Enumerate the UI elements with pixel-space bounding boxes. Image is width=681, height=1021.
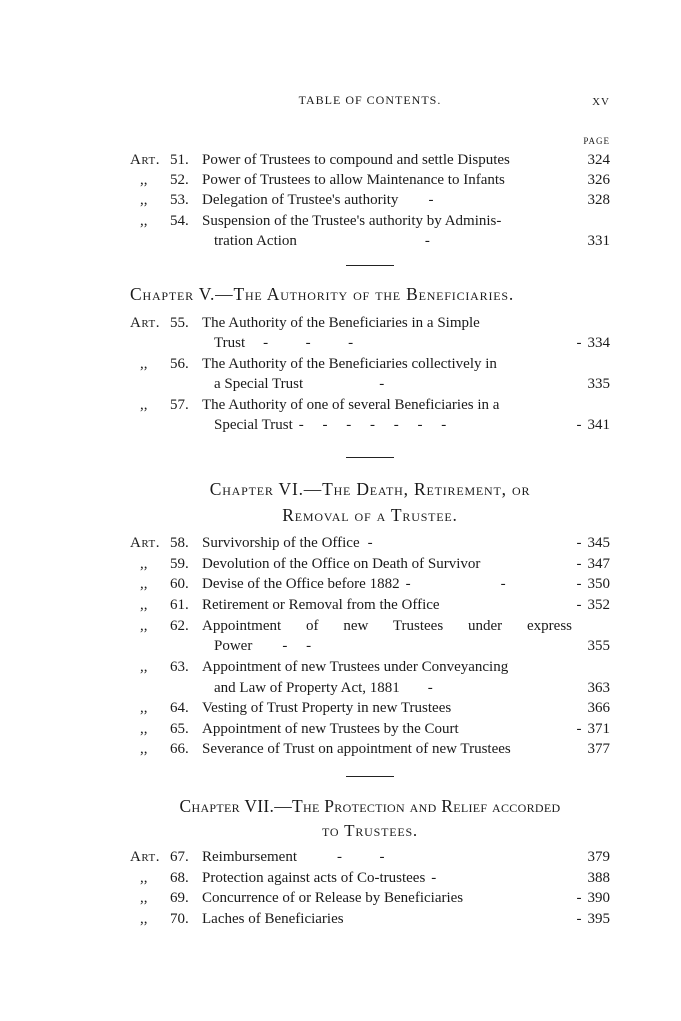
entry-page: 363 [587,680,610,696]
entry-title: Appointment of new Trustees by the Court [202,721,459,737]
article-number: 56. [170,356,189,372]
entry-title: Suspension of the Trustee's authority by Adminis- [202,213,502,229]
entry-title-continuation: Trust [214,335,246,351]
leader-dashes: - - [336,849,385,865]
article-number: 69. [170,890,189,906]
section-divider [346,776,394,777]
leader-dashes: - [424,233,430,249]
entry-title-continuation: Special Trust [214,417,293,433]
ditto-mark: ,, [140,597,148,613]
running-head [130,93,610,111]
ditto-mark: ,, [140,700,148,716]
leader-dashes: - [576,597,582,613]
entry-title: Vesting of Trust Property in new Trustees [202,700,452,716]
entry-page: 345 [587,535,610,551]
art-label: Art. [130,849,160,865]
entry-page: 350 [587,576,610,592]
leader-dashes: - [367,535,373,551]
leader-dashes: - [379,376,385,392]
article-number: 59. [170,556,189,572]
entry-page: 347 [587,556,610,572]
article-number: 61. [170,597,189,613]
chapter-heading-line2: to Trustees. [322,821,418,840]
ditto-mark: ,, [140,870,148,886]
entry-title: Survivorship of the Office [202,535,360,551]
leader-dashes: - [428,192,434,208]
leader-dashes: - [576,911,582,927]
section-divider [346,457,394,458]
entry-title: Protection against acts of Co-trustees [202,870,426,886]
entry-page: 390 [587,890,610,906]
ditto-mark: ,, [140,576,148,592]
chapter-heading: Chapter VI.—The Death, Retirement, or [209,479,531,499]
article-number: 62. [170,618,189,634]
article-number: 70. [170,911,189,927]
ditto-mark: ,, [140,213,148,229]
entry-title: Concurrence of or Release by Beneficiaries [202,890,464,906]
leader-dashes: - [500,576,506,592]
leader-dashes: - [576,721,582,737]
entry-page: 379 [587,849,610,865]
leader-dashes: - [576,556,582,572]
ditto-mark: ,, [140,397,148,413]
entry-title: Devolution of the Office on Death of Survivor [202,556,481,572]
ditto-mark: ,, [140,172,148,188]
entry-page: 341 [587,417,610,433]
entry-title: The Authority of the Beneficiaries in a Simple [202,315,480,331]
leader-dashes: - - [282,638,312,654]
article-number: 65. [170,721,189,737]
article-number: 54. [170,213,189,229]
section-divider [346,265,394,266]
entry-page: 395 [587,911,610,927]
entry-title: Appointment of new Trustees under Conveyancing [202,659,509,675]
entry-title: Reimbursement [202,849,297,865]
entry-page: 366 [587,700,610,716]
entry-title: The Authority of one of several Beneficiaries in a [202,397,500,413]
entry-title: Appointment of new Trustees under express [202,618,572,634]
article-number: 51. [170,152,189,168]
entry-page: 334 [587,335,610,351]
entry-page: 324 [587,152,610,168]
article-number: 53. [170,192,189,208]
ditto-mark: ,, [140,618,148,634]
entry-page: 371 [587,721,610,737]
article-number: 58. [170,535,189,551]
entry-title-continuation: and Law of Property Act, 1881 [214,680,400,696]
entry-title: Delegation of Trustee's authority [202,192,399,208]
entry-title: Severance of Trust on appointment of new Trustees [202,741,511,757]
art-label: Art. [130,535,160,551]
entry-page: 377 [587,741,610,757]
entry-page: 352 [587,597,610,613]
ditto-mark: ,, [140,911,148,927]
chapter-heading: Chapter VII.—The Protection and Relief accorded [179,796,561,816]
entry-page: 331 [587,233,610,249]
chapter-heading: Chapter V.—The Authority of the Beneficiaries. [130,284,515,304]
art-label: Art. [130,315,160,331]
article-number: 64. [170,700,189,716]
article-number: 57. [170,397,189,413]
leader-dashes: - - - - - - - [298,417,447,433]
entry-title: Power of Trustees to allow Maintenance to Infants [202,172,505,188]
entry-title: Devise of the Office before 1882 [202,576,400,592]
entry-page: 335 [587,376,610,392]
article-number: 52. [170,172,189,188]
article-number: 60. [170,576,189,592]
ditto-mark: ,, [140,659,148,675]
toc-page: TABLE OF CONTENTS. xv PAGE Art. 51. Power of Trustees to compound and settle Disputes 324 ,, 52. Power of Trustees to allow Maintenance to Infants 326 ,, 53. Delegation of Trustee's authority - 328 ,, 54. Suspension of the Trustee's authority by Adminis- tration Action - 331 Chapter V.—The Authority of the Beneficiaries. Art. 55. The Authority of the Beneficiaries in a Simple Trust - - - - 334 ,, 56. The Authority of the Beneficiaries collectively in a Special Trust - 335 ,, 57. The Authority of one of several Beneficiaries in a Special Trust - - - - - - - - 341 Chapter VI.—The Death, Retirement, or Removal of a Trustee. Art. 58. Survivorship of the Office - - 345 ,, 59. Devolution of the Office on Death of Survivor - 347 ,, 60. Devise of the Office before 1882 - - - 350 ,, 61. Retirement or Removal from the Office - 352 ,, 62. Appointment of new Trustees under express Power - - 355 ,, 63. Appointment of new Trustees under Conveyancing and Law of Property Act, 1881 - 363 ,, 64. Vesting of Trust Property in new Trustees 366 ,, 65. Appointment of new Trustees by the Court - 371 ,, 66. Severance of Trust on appointment of new Trustees 377 Chapter VII.—The Protection and Relief accorded to Trustees. Art. 67. Reimbursement - - 379 ,, 68. Protection against acts of Co-trustees - 388 ,, 69. Concurrence of or Release by Beneficiaries - 390 ,, 70. Laches of Beneficiaries - 395 [130,93,610,927]
ditto-mark: ,, [140,192,148,208]
article-number: 68. [170,870,189,886]
entry-title: Power of Trustees to compound and settle Disputes [202,152,510,168]
entry-title: Laches of Beneficiaries [202,911,344,927]
leader-dashes: - [431,870,437,886]
art-label: Art. [130,152,160,168]
page-column-label: PAGE [583,136,610,146]
article-number: 63. [170,659,189,675]
entry-title-continuation: a Special Trust [214,376,304,392]
ditto-mark: ,, [140,741,148,757]
ditto-mark: ,, [140,556,148,572]
article-number: 55. [170,315,189,331]
entry-page: 328 [587,192,610,208]
ditto-mark: ,, [140,890,148,906]
ditto-mark: ,, [140,721,148,737]
page-number: xv [592,93,610,109]
chapter-heading-line2: Removal of a Trustee. [282,505,458,525]
entry-page: 388 [587,870,610,886]
entry-title-continuation: tration Action [214,233,297,249]
leader-dashes: - [427,680,433,696]
leader-dashes: - - - [263,335,354,351]
entry-title: The Authority of the Beneficiaries collectively in [202,356,497,372]
entry-title-continuation: Power [214,638,253,654]
entry-page: 355 [587,638,610,654]
entry-page: 326 [587,172,610,188]
article-number: 66. [170,741,189,757]
running-head-title: TABLE OF CONTENTS. [298,93,442,107]
entry-title: Retirement or Removal from the Office [202,597,440,613]
ditto-mark: ,, [140,356,148,372]
article-number: 67. [170,849,189,865]
leader-dashes: - [576,890,582,906]
